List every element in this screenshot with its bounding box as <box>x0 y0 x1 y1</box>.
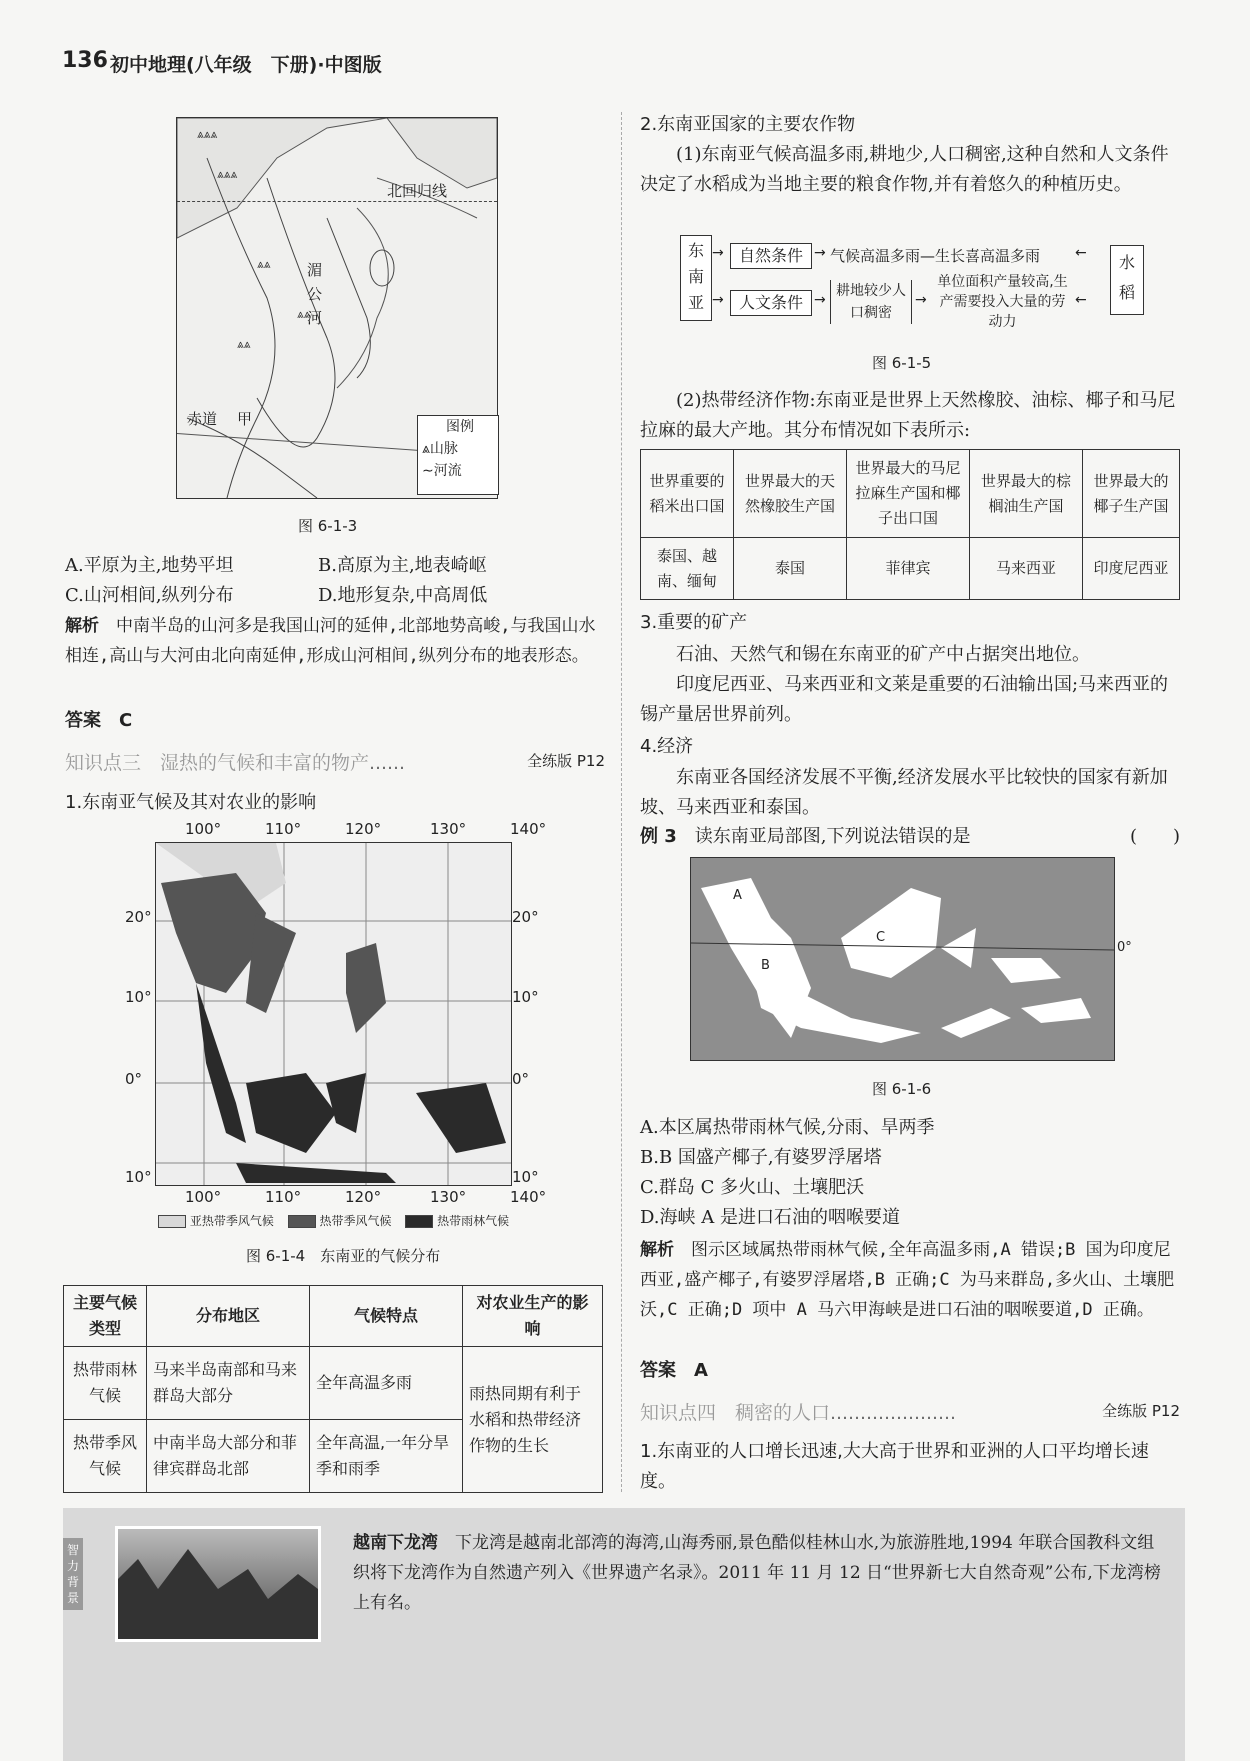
svg-text:⩓⩓: ⩓⩓ <box>297 307 311 321</box>
flow-natural-result: 气候高温多雨—生长喜高温多雨 <box>830 247 1041 265</box>
figure-6-1-6-map <box>690 857 1115 1061</box>
svg-text:⩓⩓: ⩓⩓ <box>237 337 251 351</box>
ex3-answer: 答案 A <box>640 1360 708 1381</box>
flow-rice: 水稻 <box>1110 245 1144 315</box>
mountain-icon: ⩓ <box>422 441 430 457</box>
footer-tag: 智力背景 <box>63 1538 83 1610</box>
ex3-option-a: A.本区属热带雨林气候,分雨、旱两季 <box>640 1117 935 1138</box>
fig5-caption: 图 6-1-5 <box>872 354 932 372</box>
sec2-p1: (1)东南亚气候高温多雨,耕地少,人口稠密,这种自然和人文条件决定了水稻成为当地主要的粮食作物,并有着悠久的种植历史。 <box>640 144 1169 195</box>
page-number: 136 <box>62 48 108 73</box>
fig4-caption: 图 6-1-4 东南亚的气候分布 <box>246 1247 441 1265</box>
figure-6-1-4-map <box>155 842 512 1186</box>
q2-option-a: A.平原为主,地势平坦 <box>65 555 234 576</box>
fig3-caption: 图 6-1-3 <box>298 517 358 535</box>
flow-arrow-1: → <box>712 245 724 261</box>
flow-southeast-asia: 东南亚 <box>680 235 712 321</box>
q2-option-b: B.高原为主,地表崎岖 <box>318 555 487 576</box>
equator-label: 赤道 <box>187 410 218 428</box>
agri-effect: 雨热同期有利于水稻和热带经济作物的生长 <box>463 1347 603 1493</box>
fig4-lat-right: 20° 10° 0° 10° <box>512 908 539 1186</box>
q2-option-d: D.地形复杂,中高周低 <box>318 585 488 606</box>
sec2-p2: (2)热带经济作物:东南亚是世界上天然橡胶、油棕、椰子和马尼拉麻的最大产地。其分布情况如下表所示: <box>640 390 1176 441</box>
fig6-caption: 图 6-1-6 <box>872 1080 932 1098</box>
svg-text:⩓⩓⩓: ⩓⩓⩓ <box>197 127 218 141</box>
fig4-legend: 亚热带季风气候 热带季风气候 热带雨林气候 <box>158 1212 538 1229</box>
kp3-title-row: 知识点三 湿热的气候和丰富的物产…… 全练版 P12 <box>65 752 605 774</box>
sec1-title: 1.东南亚气候及其对农业的影响 <box>65 792 317 813</box>
river-icon: ∼ <box>422 463 434 479</box>
mekong-label: 湄公河 <box>307 261 323 327</box>
sec2-title: 2.东南亚国家的主要农作物 <box>640 114 856 135</box>
legend-title: 图例 <box>446 419 474 435</box>
q2-option-c: C.山河相间,纵列分布 <box>65 585 234 606</box>
legend-swatch-rainforest <box>405 1215 433 1228</box>
fig4-lat-left: 20° 10° 0° 10° <box>125 908 152 1186</box>
ex3-analysis: 解析 图示区域属热带雨林气候,全年高温多雨,A 错误;B 国为印度尼西亚,盛产椰子,有婆罗浮屠塔,B 正确;C 为马来群岛,多火山、土壤肥沃,C 正确;D 项中 A 马六甲海峡是进口石油的咽喉要道,D 正确。 <box>640 1240 1175 1320</box>
kp4-p1: 1.东南亚的人口增长迅速,大大高于世界和亚洲的人口平均增长速度。 <box>640 1441 1149 1492</box>
tropic-label: 北回归线 <box>387 182 448 200</box>
legend-swatch-subtropical <box>158 1215 186 1228</box>
archipelago-map-graphic <box>691 858 1114 1060</box>
jia-label: 甲 <box>237 410 253 428</box>
ex3-question: 例 3 读东南亚局部图,下列说法错误的是 ( ) <box>640 826 1180 847</box>
figure-6-1-3-map <box>176 117 498 499</box>
flow-human-conditions: 人文条件 <box>730 290 812 316</box>
flow-human-mid: 耕地较少人口稠密 <box>830 280 912 324</box>
svg-text:⩓⩓: ⩓⩓ <box>257 257 271 271</box>
sec3-p1: 石油、天然气和锡在东南亚的矿产中占据突出地位。 <box>676 644 1090 665</box>
flow-natural-conditions: 自然条件 <box>730 243 812 269</box>
sec3-p2: 印度尼西亚、马来西亚和文莱是重要的石油输出国;马来西亚的锡产量居世界前列。 <box>640 674 1169 725</box>
map-label-c: C <box>876 930 886 945</box>
q2-analysis: 解析 中南半岛的山河多是我国山河的延伸,北部地势高峻,与我国山水相连,高山与大河由北向南延伸,形成山河相间,纵列分布的地表形态。 <box>65 616 596 666</box>
svg-text:⩓⩓⩓: ⩓⩓⩓ <box>217 167 238 181</box>
legend-river: ∼河流 <box>422 463 462 479</box>
climate-type-rainforest: 热带雨林气候 <box>64 1347 147 1420</box>
footer-text: 越南下龙湾 下龙湾是越南北部湾的海湾,山海秀丽,景色酷似桂林山水,为旅游胜地,1994 年联合国教科文组织将下龙湾作为自然遗产列入《世界遗产名录》。2011 年 11 月 12 日“世界新七大自然奇观”公布,下龙湾榜上有名。 <box>353 1533 1161 1613</box>
flow-arrow-6: → <box>915 292 927 308</box>
legend-swatch-monsoon <box>288 1215 316 1228</box>
q2-answer: 答案 C <box>65 710 133 731</box>
flow-arrow-5: → <box>814 292 826 308</box>
crops-table: 世界重要的稻米出口国 世界最大的天然橡胶生产国 世界最大的马尼拉麻生产国和椰子出口国 世界最大的棕榈油生产国 世界最大的椰子生产国 泰国、越南、缅甸 泰国 菲律宾 马来西亚 印度尼西亚 <box>640 449 1180 600</box>
tropic-line <box>177 201 497 202</box>
halong-bay-photo <box>115 1526 321 1642</box>
flow-arrow-2: → <box>814 245 826 261</box>
flow-arrow-4: → <box>712 292 724 308</box>
climate-table: 主要气候类型 分布地区 气候特点 对农业生产的影响 热带雨林气候 马来半岛南部和马来群岛大部分 全年高温多雨 雨热同期有利于水稻和热带经济作物的生长 热带季风气候 中南半岛大部分和菲律宾群岛北部 全年高温,一年分旱季和雨季 <box>63 1285 603 1493</box>
flow-human-result: 单位面积产量较高,生产需要投入大量的劳动力 <box>937 274 1068 330</box>
kp4-title-row: 知识点四 稠密的人口………………… 全练版 P12 <box>640 1402 1180 1424</box>
map-equator-label: 0° <box>1117 940 1132 955</box>
sec4-title: 4.经济 <box>640 736 694 757</box>
climate-map-graphic <box>156 843 511 1185</box>
map-label-b: B <box>761 958 770 973</box>
flow-arrow-7: ← <box>1075 292 1087 308</box>
ex3-option-b: B.B 国盛产椰子,有婆罗浮屠塔 <box>640 1147 882 1168</box>
climate-type-monsoon: 热带季风气候 <box>64 1420 147 1493</box>
map-label-a: A <box>733 888 742 903</box>
flow-arrow-3: ← <box>1075 245 1087 261</box>
fig3-legend <box>417 415 499 495</box>
ex3-option-c: C.群岛 C 多火山、土壤肥沃 <box>640 1177 865 1198</box>
footer-background-box <box>63 1508 1185 1761</box>
book-title: 初中地理(八年级 下册)·中图版 <box>110 54 382 76</box>
sec3-title: 3.重要的矿产 <box>640 612 748 633</box>
column-divider <box>621 112 622 1492</box>
legend-mountain: ⩓山脉 <box>422 441 458 457</box>
ex3-option-d: D.海峡 A 是进口石油的咽喉要道 <box>640 1207 900 1228</box>
sec4-p1: 东南亚各国经济发展不平衡,经济发展水平比较快的国家有新加坡、马来西亚和泰国。 <box>640 767 1168 818</box>
